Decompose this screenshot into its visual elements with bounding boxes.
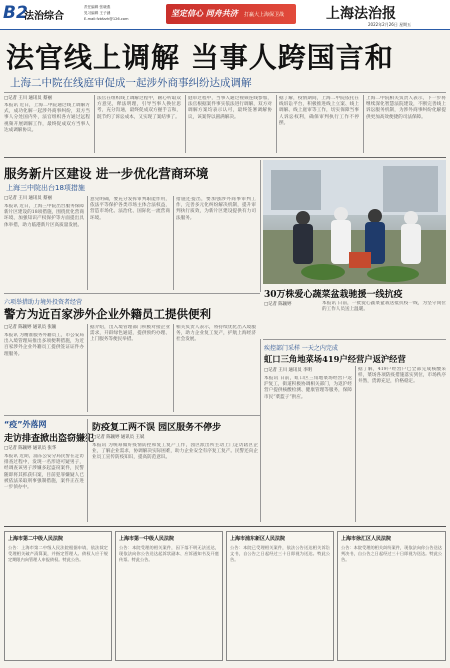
story2-subheadline: 上海三中院出台18项措施 [6, 184, 85, 192]
story6-body1: 本报讯 日前，虹口区三角地菜场经营户返沪复工，街道积极协调相关部门，为返沪经营户提供核酸检测、健康管理等服务，保障市民“菜篮子”供应。 [264, 376, 352, 400]
notice-body: 公告：本院受理的相关纠纷案件，现依法向你公告送达判决书，自公告之日起经过三十日即视为送达。特此公告。 [341, 545, 442, 562]
photo-story-headline: 30万株爱心蔬菜盆栽驰援一线抗疫 [264, 290, 403, 300]
story5-headline: 防疫复工两不误 园区服务不停步 [92, 423, 222, 433]
notice-title: 上海市第二中级人民法院 [8, 536, 64, 542]
photo-story-caption: 本报讯 日前，一批爱心蔬菜盆栽送抵抗疫一线，为坚守岗位的工作人员送上温暖。 [322, 301, 446, 313]
lead-headline: 法官线上调解 当事人跨国言和 [6, 41, 394, 74]
story4-body: 本报讯 近期，浦东公安分局民警在走访排查过程中，发现一名形迹可疑男子，经调查该男子涉嫌多起盗窃案件，民警随即将其抓获归案，目前犯罪嫌疑人已被依法采取刑事强制措施，案件正在进一步侦办中。 [4, 454, 84, 491]
story2-body3: 措施还提出，要加强涉外商事审判工作，完善多元化纠纷解决机制，提升审判执行质效，为新片区建设提供有力司法服务。 [176, 197, 256, 221]
story3-headline: 警方为近百家涉外企业外籍员工提供便利 [4, 307, 211, 321]
masthead [0, 0, 450, 30]
story4-headline: 走访排查掀出盗窃嫌犯 [4, 434, 95, 444]
notice-box [4, 531, 112, 661]
story5-body: 本报讯 为统筹做好疫情防控和复工复产工作，园区派出所主动上门走访辖区企业，了解企业需求，协调解决实际困难，助力企业安全有序复工复产。民警还向企业员工宣传防疫知识，提高防范意识。 [92, 443, 258, 461]
story2-body2: 意见明确，要充分发挥审判职能作用，依法平等保护各类市场主体合法权益，营造市场化、法治化、国际化一流营商环境。 [90, 197, 170, 221]
photo-scene [263, 160, 446, 284]
lead-col5: 上海二中院相关负责人表示，下一步将继续深化智慧法院建设，不断完善线上诉讼服务机制，为涉外商事纠纷化解提供更加高效便捷的司法保障。 [366, 96, 446, 120]
story6-body2: 据了解，419户经营户已全部完成核酸采样，菜场各项防疫措施落实到位，市场秩序井然，货源充足，价格稳定。 [358, 367, 446, 385]
story6-byline: □记者 王川 通讯员 李明 [264, 368, 312, 373]
notice-title: 上海市浦东新区人民法院 [230, 536, 286, 542]
story2-byline: □记者 王川 通讯员 蔡丽 [4, 196, 52, 201]
section-title: 法治综合 [24, 11, 64, 22]
story4-kicker: “疫”外落网 [4, 420, 47, 429]
story6-kicker: 疾控部门采样 一天之内完成 [264, 345, 338, 352]
notice-box [226, 531, 334, 661]
lead-col2: 法官在组织线上调解过程中，耐心听取双方意见，释法明理，引导当事人换位思考，充分沟通，最终促成双方握手言和，既节约了诉讼成本，又实现了案结事了。 [97, 96, 181, 120]
story6-headline: 虹口三角地菜场419户经营户返沪经营 [264, 354, 406, 364]
lead-col1: 本报讯 近日，上海二中院通过线上调解方式，成功化解一起涉外商事纠纷，双方当事人分处国内外，法官组织各方通过远程视频开展调解工作，最终促成双方当事人达成调解协议。 [4, 103, 90, 133]
notice-box [115, 531, 223, 661]
lead-col4: 据了解，疫情期间，上海二中院依托在线诉讼平台，积极推进线上立案、线上调解、线上庭审等工作，切实保障当事人诉讼权利，确保审判执行工作不停摆。 [279, 96, 359, 126]
masthead-date: 2022年2月26日 星期五 [368, 22, 412, 27]
notices-area [4, 526, 446, 664]
story3-byline: □记者 陈颖婷 通讯员 张颖 [4, 325, 57, 330]
banner [166, 4, 296, 24]
section-code: B2 [3, 3, 28, 23]
notice-title: 上海市徐汇区人民法院 [341, 536, 392, 542]
editor-line: 责任编辑 张晓燕 见习编辑 王子涵 E-mail:fzbfzzh@126.com [84, 5, 129, 21]
story2-headline: 服务新片区建设 进一步优化营商环境 [4, 166, 209, 181]
lead-col3: 庭审过程中，当事人通过视频连线参加，法官根据案件事实依法进行调解，双方对调解方案均表示认可，最终签署调解协议，该案得以圆满解决。 [188, 96, 272, 120]
story3-body3: 相关负责人表示，将持续优化出入境服务，助力企业复工复产，护航上海经济社会发展。 [176, 325, 256, 343]
story3-kicker: 六项举措助力境外投资者经营 [4, 299, 83, 306]
notice-body: 公告：本院已受理相关案件，依法公告送达相关诉讼文书，自公告之日起经过三十日即视为送达。特此公告。 [230, 545, 330, 562]
news-photo [263, 160, 446, 284]
story4-byline: □记者 陈颖婷 通讯员 张华 [4, 446, 57, 451]
notice-body: 公告：上海市第二中级人民法院根据申请，依法裁定受理相关破产清算案，并指定管理人。债权人应于规定期限内向管理人申报债权。特此公告。 [8, 545, 108, 562]
story5-byline: □记者 陈颖婷 通讯员 王斌 [92, 435, 145, 440]
banner-text: 坚定信心 同舟共济 [171, 9, 238, 18]
story2-body1: 本报讯 近日，上海三中院出台服务保障新片区建设的18项措施，围绕优化营商环境、加强知识产权保护等方面提出具体举措，助力临港新片区高质量发展。 [4, 204, 84, 228]
story3-body1: 本报讯 为精准服务外籍员工，市公安局出入境管理局推出多项便利措施，为近百家涉外企业外籍员工提供签证证件办理服务。 [4, 333, 84, 357]
paper-name: 上海法治报 [326, 6, 396, 22]
notice-title: 上海市第一中级人民法院 [119, 536, 175, 542]
lead-byline: □记者 王川 通讯员 蔡丽 [4, 96, 52, 101]
lead-subheadline: 上海二中院在线庭审促成一起涉外商事纠纷达成调解 [10, 77, 252, 89]
photo-story-byline: □记者 陈颖婷 [264, 302, 292, 307]
notice-body: 公告：本院受理的相关案件，因下落不明无法送达，现依法向你公告送达起诉状副本、应诉通知书及开庭传票。特此公告。 [119, 545, 219, 562]
story3-body2: 据介绍，出入境管理部门积极对接企业需求，开辟绿色通道，提供预约办理、上门服务等便民举措。 [90, 325, 170, 343]
notice-box [337, 531, 446, 661]
banner-subtext: 打赢大上海保卫战 [244, 12, 285, 18]
